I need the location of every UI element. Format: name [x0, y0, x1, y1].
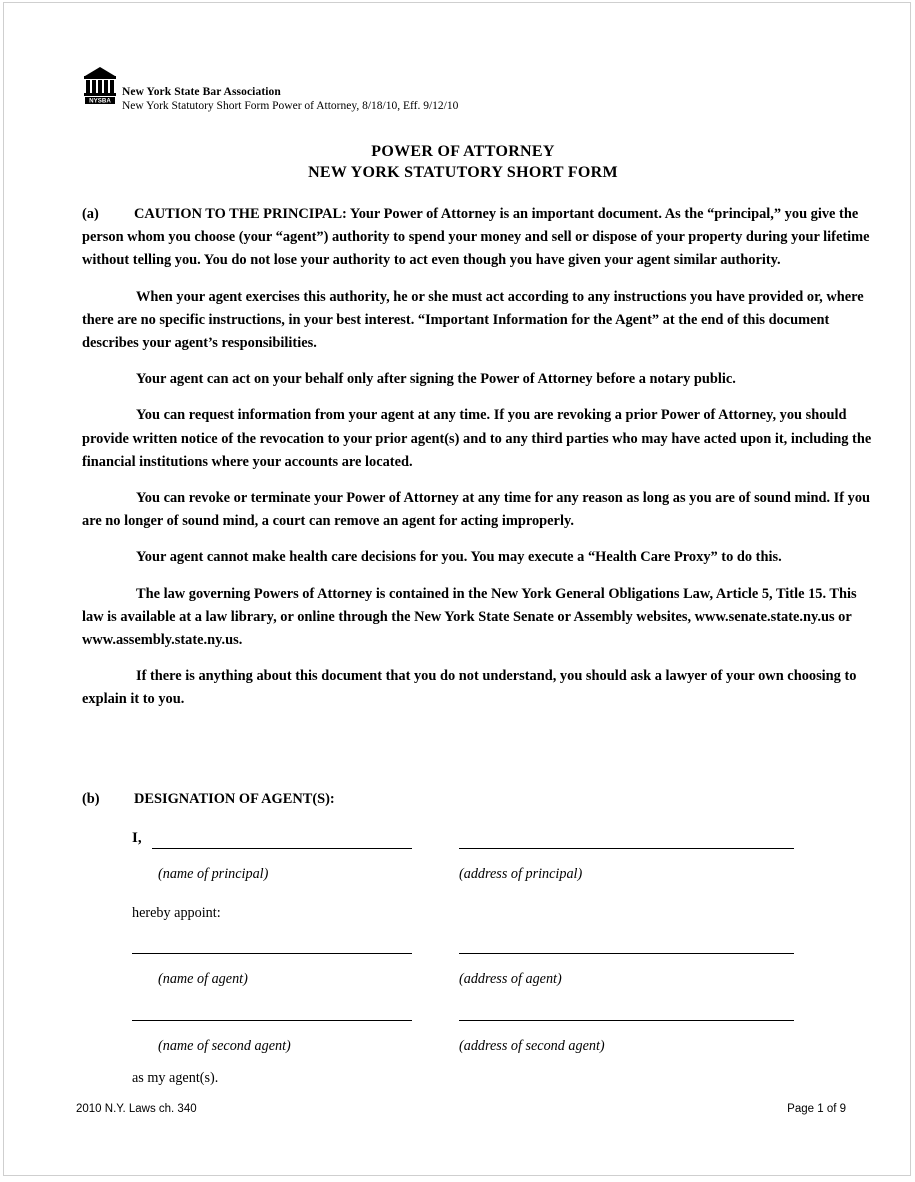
as-my-agents-label: as my agent(s). [132, 1070, 219, 1086]
designation-form [82, 829, 872, 1089]
hereby-appoint-label: hereby appoint: [132, 905, 221, 921]
field-label-address-of-principal: (address of principal) [459, 866, 583, 882]
document-body [82, 203, 872, 712]
footer-page-number: Page 1 of 9 [787, 1103, 846, 1115]
paragraph-notary-requirement: Your agent can act on your behalf only after signing the Power of Attorney before a notary public. [136, 371, 736, 388]
page-title-line-1: POWER OF ATTORNEY [371, 143, 555, 160]
nysba-logo-caption: NYSBA [89, 97, 111, 105]
field-label-name-of-principal: (name of principal) [158, 866, 269, 882]
footer-citation: 2010 N.Y. Laws ch. 340 [76, 1103, 197, 1115]
paragraph-request-information: You can request information from your agent at any time. If you are revoking a prior Power of Attorney, you should provide written notice of the revocation to your prior agent(s) and to any third parties who may have acted upon it, including the financial institutions where your accounts are located. [82, 407, 872, 470]
field-line-name-of-agent[interactable] [132, 953, 412, 954]
organization-name: New York State Bar Association [122, 86, 281, 98]
field-line-name-of-second-agent[interactable] [132, 1020, 412, 1021]
page-footer [76, 1102, 846, 1118]
nysba-classical-building-icon [82, 65, 118, 105]
masthead-text-block [122, 85, 822, 113]
field-label-address-of-agent: (address of agent) [459, 971, 562, 987]
page-title-line-2: NEW YORK STATUTORY SHORT FORM [308, 164, 618, 181]
paragraph-ask-a-lawyer: If there is anything about this document that you do not understand, you should ask a lawyer of your own choosing to explain it to you. [82, 668, 857, 708]
section-designation-heading: DESIGNATION OF AGENT(S): [134, 791, 335, 807]
field-label-name-of-second-agent: (name of second agent) [158, 1038, 291, 1054]
section-letter-a: (a) [82, 206, 99, 222]
document-page [3, 2, 911, 1176]
paragraph-revoke-terminate: You can revoke or terminate your Power of Attorney at any time for any reason as long as you are of sound mind. If you are no longer of sound mind, a court can remove an agent for acting improperly. [82, 490, 871, 530]
paragraph-agent-instructions: When your agent exercises this authority, he or she must act according to any instructions you have provided or, where there are no specific instructions, in your best interest. “Important Information for the Agent” at the end of this document describes your agent’s responsibilities. [82, 288, 864, 352]
section-caution-text: CAUTION TO THE PRINCIPAL: Your Power of Attorney is an important document. As the “principal,” you give the person whom you choose (your “agent”) authority to spend your money and sell or dispose of your property during your lifetime without telling you. You do not lose your authority to act even though you have given your agent similar authority. [82, 206, 870, 269]
field-label-name-of-agent: (name of agent) [158, 971, 248, 987]
paragraph-health-care-proxy: Your agent cannot make health care decisions for you. You may execute a “Health Care Proxy” to do this. [136, 549, 782, 566]
i-prefix-label: I, [132, 830, 142, 846]
section-letter-b: (b) [82, 791, 100, 807]
field-line-address-of-second-agent[interactable] [459, 1020, 794, 1021]
field-label-address-of-second-agent: (address of second agent) [459, 1038, 605, 1054]
field-line-address-of-principal[interactable] [459, 848, 794, 849]
document-masthead [82, 63, 842, 111]
section-caution-to-principal [82, 203, 872, 273]
page-title [82, 141, 844, 183]
form-reference-line: New York Statutory Short Form Power of Attorney, 8/18/10, Eff. 9/12/10 [122, 100, 459, 112]
paragraph-governing-law: The law governing Powers of Attorney is contained in the New York General Obligations Law, Article 5, Title 15. This law is available at a law library, or online through the New York State Senate or Assembly websites, www.senate.state.ny.us or www.assembly.state.ny.us. [82, 585, 857, 649]
field-line-address-of-agent[interactable] [459, 953, 794, 954]
section-designation-of-agents [82, 789, 872, 809]
field-line-name-of-principal[interactable] [152, 848, 412, 849]
